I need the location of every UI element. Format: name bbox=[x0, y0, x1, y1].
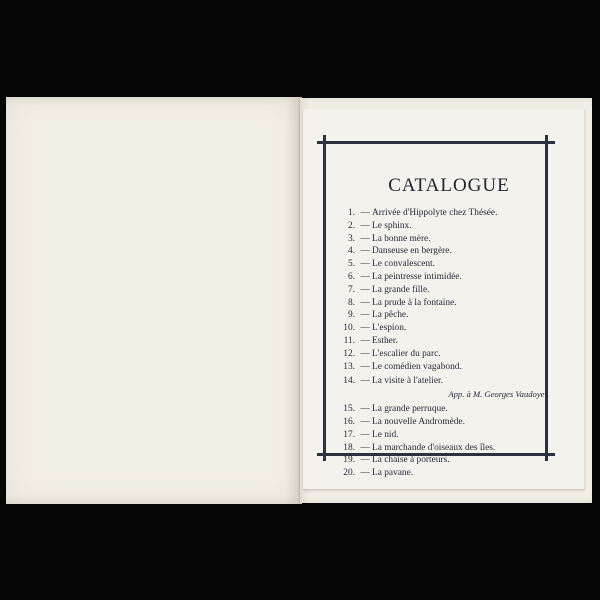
entry-number: 9. bbox=[347, 310, 355, 321]
catalogue-title: CATALOGUE bbox=[388, 175, 510, 196]
catalogue-entry bbox=[335, 348, 555, 361]
entry-title: Le convalescent. bbox=[372, 259, 435, 270]
entry-dash: — bbox=[360, 233, 370, 244]
entry-dash: — bbox=[360, 246, 370, 257]
border-top bbox=[317, 141, 555, 144]
entry-dash: — bbox=[360, 208, 370, 218]
entry-title: L'escalier du parc. bbox=[372, 348, 441, 359]
catalogue-entry bbox=[335, 271, 555, 284]
entry-number: 14. bbox=[343, 376, 355, 387]
catalogue-entry bbox=[335, 233, 555, 246]
entry-title: Esther. bbox=[372, 335, 398, 346]
entry-title: Danseuse en bergère. bbox=[372, 246, 452, 257]
entry-dash: — bbox=[360, 335, 370, 346]
entry-dash: — bbox=[360, 348, 370, 359]
entry-dash: — bbox=[360, 416, 370, 427]
catalogue-entry bbox=[335, 284, 555, 297]
entry-number: 5. bbox=[347, 259, 355, 270]
entry-number: 13. bbox=[343, 361, 355, 372]
entry-dash: — bbox=[360, 429, 370, 440]
entry-dash: — bbox=[360, 310, 370, 321]
entry-title: La pêche. bbox=[372, 310, 409, 321]
entry-number: 17. bbox=[343, 429, 355, 440]
entry-title: La bonne mère. bbox=[372, 233, 431, 244]
entry-number: 15. bbox=[343, 404, 355, 415]
entry-dash: — bbox=[360, 455, 370, 466]
catalogue-entry bbox=[335, 258, 555, 271]
entry-number: 7. bbox=[347, 284, 355, 295]
entry-number: 6. bbox=[347, 271, 355, 282]
entry-title: La grande fille. bbox=[372, 284, 430, 295]
entry-dash: — bbox=[360, 404, 370, 415]
entry-number: 10. bbox=[343, 323, 355, 334]
catalogue-entry bbox=[335, 454, 555, 467]
dedication-note: App. à M. Georges Vaudoyer. bbox=[448, 389, 549, 400]
entry-number: 8. bbox=[347, 297, 355, 308]
entry-title: La grande perruque. bbox=[372, 404, 448, 415]
catalogue-entry bbox=[335, 220, 555, 233]
catalogue-content bbox=[335, 175, 555, 480]
entry-title: Le sphinx. bbox=[372, 220, 412, 231]
entry-dash: — bbox=[360, 442, 370, 453]
entry-title: La visite à l'atelier. bbox=[372, 376, 443, 387]
entry-title: Le nid. bbox=[372, 429, 399, 440]
entry-dash: — bbox=[360, 259, 370, 270]
entry-number: 1. bbox=[347, 208, 355, 218]
catalogue-entry bbox=[335, 403, 555, 416]
catalogue-entry bbox=[335, 467, 555, 480]
catalogue-entry bbox=[335, 297, 555, 310]
catalogue-entry bbox=[335, 442, 555, 455]
entry-dash: — bbox=[360, 361, 370, 372]
entry-title: La prude à la fontaine. bbox=[372, 297, 457, 308]
entry-title: La marchande d'oiseaux des îles. bbox=[372, 442, 496, 453]
catalogue-entry bbox=[335, 416, 555, 429]
catalogue-entry bbox=[335, 207, 555, 220]
entry-dash: — bbox=[360, 271, 370, 282]
catalogue-entry bbox=[335, 322, 555, 335]
entry-title: La nouvelle Andromède. bbox=[372, 416, 465, 427]
entry-dash: — bbox=[360, 297, 370, 308]
entry-title: La pavane. bbox=[372, 468, 414, 479]
entry-number: 12. bbox=[343, 348, 355, 359]
entry-title: Le comédien vagabond. bbox=[372, 361, 462, 372]
entry-dash: — bbox=[360, 220, 370, 231]
entry-dash: — bbox=[360, 323, 370, 334]
entry-number: 11. bbox=[343, 335, 355, 346]
entry-title: Arrivée d'Hippolyte chez Thésée. bbox=[372, 208, 498, 218]
entry-number: 16. bbox=[343, 416, 355, 427]
entry-number: 18. bbox=[343, 442, 355, 453]
catalogue-entry bbox=[335, 245, 555, 258]
catalogue-page bbox=[302, 109, 584, 490]
catalogue-entry bbox=[335, 361, 555, 374]
entry-title: La peintresse intimidée. bbox=[372, 271, 462, 282]
entry-dash: — bbox=[360, 376, 370, 387]
catalogue-entry bbox=[335, 375, 555, 388]
catalogue-entry bbox=[335, 309, 555, 322]
entry-dash: — bbox=[360, 284, 370, 295]
border-left bbox=[323, 135, 326, 461]
entry-number: 2. bbox=[347, 220, 355, 231]
blank-left-page bbox=[6, 97, 299, 504]
entry-dash: — bbox=[360, 468, 370, 479]
entry-number: 20. bbox=[343, 468, 355, 479]
entry-title: L'espion. bbox=[372, 323, 407, 334]
catalogue-entry bbox=[335, 335, 555, 348]
entry-number: 19. bbox=[343, 455, 355, 466]
entry-number: 4. bbox=[347, 246, 355, 257]
catalogue-entry bbox=[335, 429, 555, 442]
entry-title: La chaise à porteurs. bbox=[372, 455, 450, 466]
entry-number: 3. bbox=[347, 233, 355, 244]
